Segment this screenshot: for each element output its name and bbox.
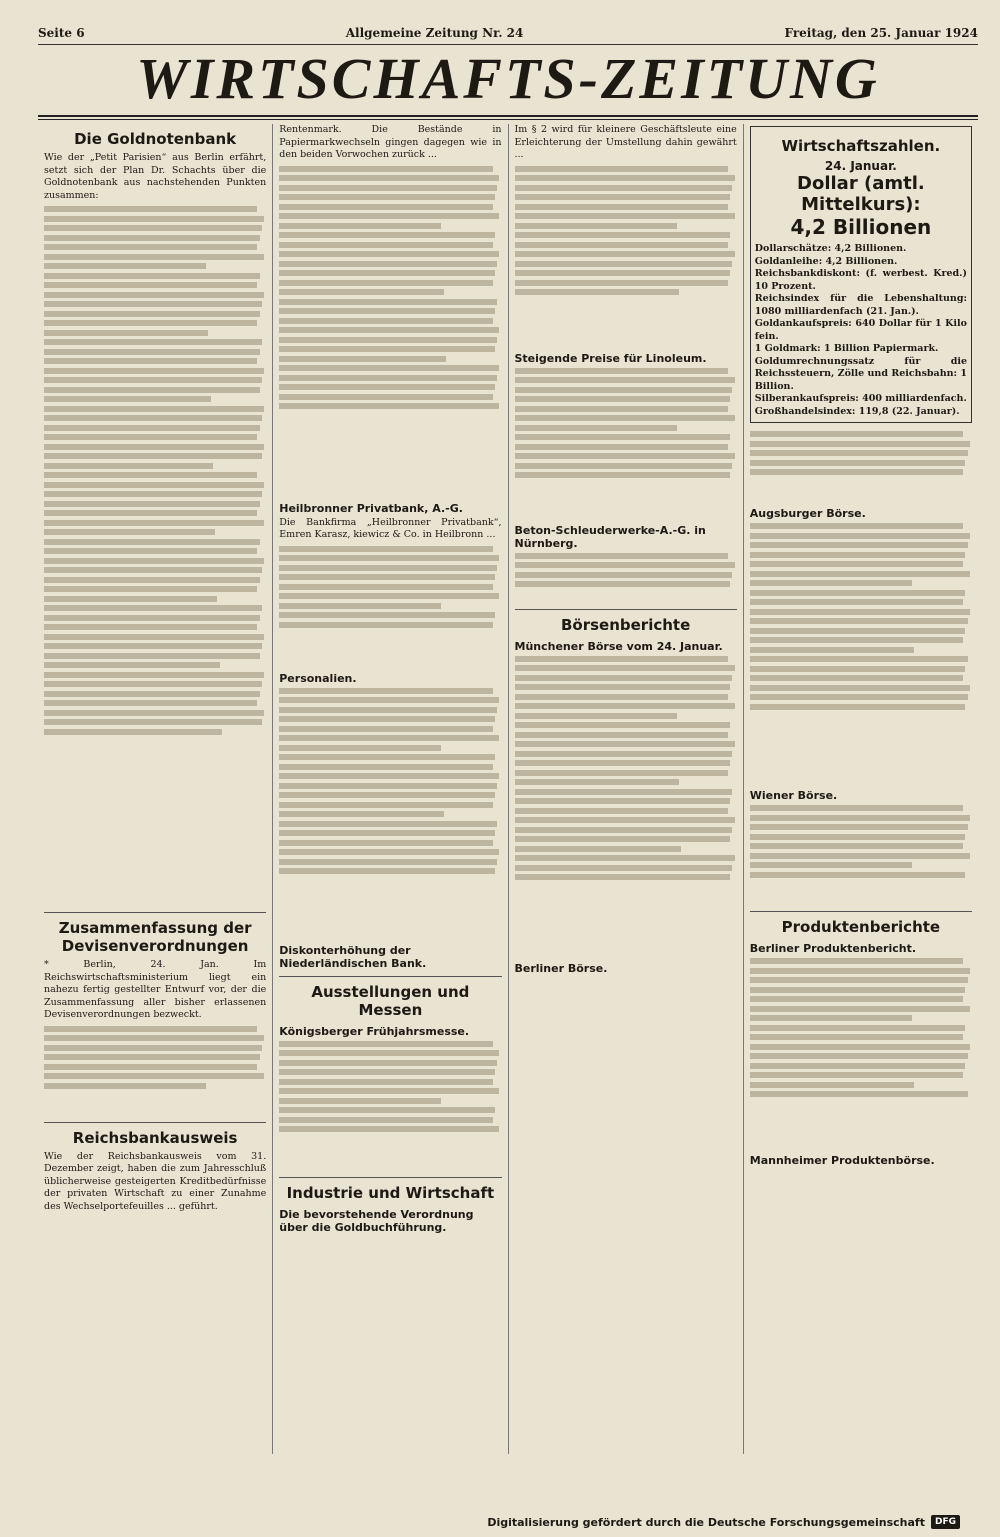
masthead-rule: [38, 115, 978, 120]
headline-koenigsberg: Königsberger Frühjahrsmesse.: [279, 1024, 470, 1038]
page-number: Seite 6: [38, 26, 85, 40]
article-body-placeholder: [279, 688, 501, 938]
headline-personalien: Personalien.: [279, 671, 357, 685]
stat-row: Goldankaufspreis: 640 Dollar für 1 Kilo fein.: [754, 318, 967, 342]
divider: [279, 976, 501, 977]
running-head: [38, 26, 978, 45]
column-4: [744, 124, 978, 1454]
columns: [38, 124, 978, 1454]
article-body-placeholder: [515, 656, 737, 956]
stat-row: Großhandelsindex: 119,8 (22. Januar).: [754, 405, 960, 417]
headline-augsburg: Augsburger Börse.: [749, 507, 866, 520]
article-body-placeholder: [515, 553, 737, 603]
footer-text: Digitalisierung gefördert durch die Deutsche Forschungsgemeinschaft: [487, 1515, 925, 1529]
article-lead: Wie der Reichsbankausweis vom 31. Dezember zeigt, haben die zum Jahresschluß üblicherweise gesteigerten Kreditbedürfnisse der privaten Wirtschaft zu einer Zunahme des Wechselportefeuilles ... geführt.: [44, 1150, 267, 1212]
article-lead: Die Bankfirma „Heilbronner Privatbank“, Emren Karasz, kiewicz & Co. in Heilbronn ...: [279, 516, 502, 540]
article-body-placeholder: [750, 431, 972, 501]
divider: [44, 912, 266, 913]
divider: [279, 1177, 501, 1178]
paper-title: Allgemeine Zeitung Nr. 24: [345, 26, 524, 40]
stat-row: Goldanleihe: 4,2 Billionen.: [754, 255, 898, 267]
article-body-placeholder: [279, 166, 501, 496]
stat-row: Silberankaufspreis: 400 milliardenfach.: [754, 393, 967, 404]
column-1: [38, 124, 273, 1454]
box-date: 24. Januar.: [824, 159, 897, 173]
headline-ausstellungen: Ausstellungen und Messen: [311, 982, 470, 1019]
headline-wien: Wiener Börse.: [749, 789, 838, 802]
divider: [750, 911, 972, 912]
headline-muenchen: Münchener Börse vom 24. Januar.: [514, 639, 723, 653]
headline-beton: Beton-Schleuderwerke-A.-G. in Nürnberg.: [514, 523, 706, 550]
headline-heilbronner: Heilbronner Privatbank, A.-G.: [279, 501, 463, 515]
article-continuation: Im § 2 wird für kleinere Geschäftsleute eine Erleichterung der Umstellung dahin gewährt ...: [514, 124, 737, 160]
divider: [44, 1122, 266, 1123]
stat-row: Dollarschätze: 4,2 Billionen.: [754, 243, 907, 254]
digitization-footer: [487, 1515, 960, 1529]
divider: [515, 609, 737, 610]
article-body-placeholder: [44, 206, 266, 906]
article-body-placeholder: [750, 523, 972, 783]
article-continuation: Rentenmark. Die Bestände in Papiermarkwechseln gingen dagegen wie in den beiden Vorwochen zurück ...: [279, 124, 502, 160]
article-body-placeholder: [750, 805, 972, 905]
headline-devisen: Zusammenfassung der Devisenverordnungen: [58, 919, 252, 955]
headline-mannheim: Mannheimer Produktenbörse.: [749, 1154, 935, 1167]
article-body-placeholder: [515, 368, 737, 518]
headline-berliner-produkten: Berliner Produktenbericht.: [749, 942, 917, 955]
article-body-placeholder: [750, 958, 972, 1148]
masthead: WIRTSCHAFTS-ZEITUNG: [136, 46, 880, 111]
article-body-placeholder: [44, 1026, 266, 1116]
stat-row: Goldumrechnungssatz für die Reichssteuern, Zölle und Reichsbahn: 1 Billion.: [754, 355, 967, 392]
stat-row: Reichsindex für die Lebenshaltung: 1080 milliardenfach (21. Jan.).: [754, 293, 967, 317]
article-body-placeholder: [279, 1041, 501, 1171]
headline-reichsbankausweis: Reichsbankausweis: [72, 1128, 238, 1147]
headline-industrie: Industrie und Wirtschaft: [286, 1183, 495, 1202]
dollar-value: 4,2 Billionen: [790, 215, 932, 239]
dollar-label: Dollar (amtl. Mittelkurs):: [797, 173, 925, 215]
subheadline-goldbuchfuehrung: Die bevorstehende Verordnung über die Goldbuchführung.: [279, 1207, 474, 1234]
headline-goldnotenbank: Die Goldnotenbank: [74, 130, 237, 148]
wirtschaftszahlen-box: [750, 126, 972, 423]
headline-diskont: Diskonterhöhung der Niederländischen Bank.: [279, 943, 427, 970]
stat-row: 1 Goldmark: 1 Billion Papiermark.: [754, 343, 939, 354]
headline-berlin-boerse: Berliner Börse.: [514, 961, 608, 975]
issue-date: Freitag, den 25. Januar 1924: [784, 26, 978, 40]
column-3: [509, 124, 744, 1454]
headline-boersenberichte: Börsenberichte: [560, 615, 691, 634]
article-body-placeholder: [279, 546, 501, 666]
article-lead: Wie der „Petit Parisien“ aus Berlin erfährt, setzt sich der Plan Dr. Schachts über die Goldnotenbank aus nachstehenden Punkten zusammen:: [44, 152, 267, 201]
article-body-placeholder: [515, 166, 737, 346]
headline-produktenberichte: Produktenberichte: [781, 918, 941, 936]
column-2: [273, 124, 508, 1454]
newspaper-page: [38, 26, 978, 1506]
stat-row: Reichsbankdiskont: (f. werbest. Kred.) 10 Prozent.: [754, 268, 967, 292]
dfg-logo: DFG: [931, 1515, 960, 1529]
headline-wirtschaftszahlen: Wirtschaftszahlen.: [781, 137, 941, 155]
article-lead: * Berlin, 24. Jan. Im Reichswirtschaftsministerium liegt ein nahezu fertig gestellter Entwurf vor, der die Zusammenfassung aller bisher erlassenen Devisenverordnungen bezweckt.: [44, 959, 267, 1020]
headline-linoleum: Steigende Preise für Linoleum.: [514, 351, 707, 365]
